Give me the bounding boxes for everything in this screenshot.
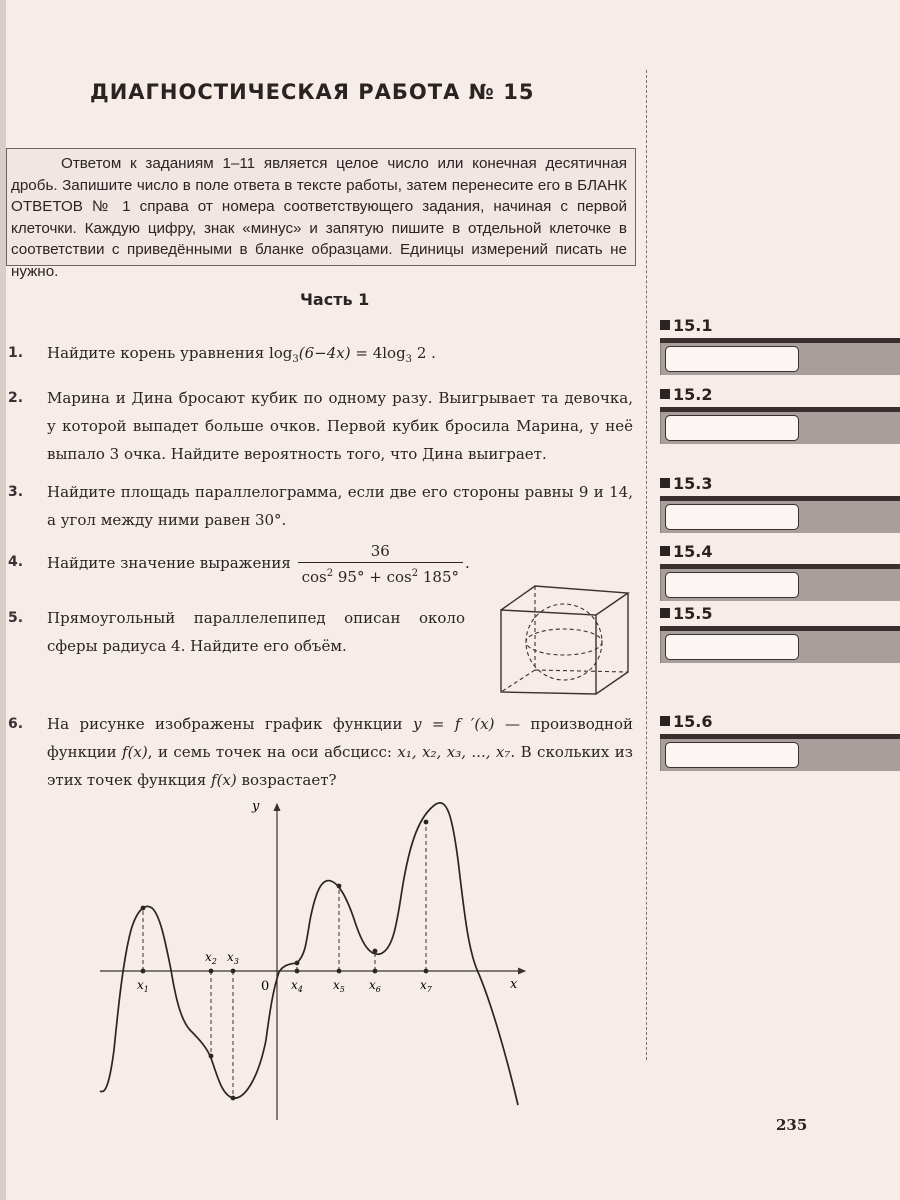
task-number: 5. (8, 610, 24, 626)
square-bullet-icon (660, 389, 670, 399)
answer-label (660, 385, 712, 404)
numerator: 36 (298, 540, 463, 563)
log-fn: log (268, 344, 293, 362)
log-base-2: 3 (405, 354, 413, 365)
point-label-x1: $x_1$ (137, 978, 149, 994)
curve-point-x7 (424, 820, 429, 825)
square-bullet-icon (660, 608, 670, 618)
axis-point-x3 (231, 969, 236, 974)
answer-number: 15.1 (673, 316, 713, 335)
text-c: , и семь точек на оси абсцисс: (147, 743, 392, 761)
exp-b: 2 (411, 568, 419, 579)
square-bullet-icon (660, 546, 670, 556)
angle-b: 185° (418, 568, 459, 586)
text-d: . В скольких из этих точек функция (47, 743, 633, 789)
answer-label (660, 316, 712, 335)
answer-field[interactable] (665, 346, 799, 372)
curve-point-x6 (373, 949, 378, 954)
answer-box-15-4 (660, 542, 900, 612)
task-number: 3. (8, 484, 24, 500)
derivative-curve (100, 803, 518, 1105)
axis-point-x1 (141, 969, 146, 974)
curve-point-x5 (337, 884, 342, 889)
task-text: Прямоугольный параллелепипед описан около сферы радиуса 4. Найдите его объём. (47, 609, 465, 655)
cut-line (646, 70, 647, 1060)
part-title: Часть 1 (300, 290, 370, 309)
origin-label: 0 (261, 979, 270, 994)
task-number: 4. (8, 554, 24, 570)
square-bullet-icon (660, 320, 670, 330)
y-axis-label: y (252, 799, 260, 814)
answer-box-15-5 (660, 604, 900, 674)
answer-number: 15.4 (673, 542, 713, 561)
answer-field[interactable] (665, 742, 799, 768)
points-list: x₁, x₂, x₃, ..., x₇ (397, 743, 511, 761)
task-number: 1. (8, 345, 24, 361)
task-number: 6. (8, 716, 24, 732)
abscissa-points (137, 820, 433, 1101)
curve-point-x1 (141, 906, 146, 911)
answer-label (660, 542, 712, 561)
log-arg: (6−4x) (298, 344, 351, 362)
answer-field[interactable] (665, 415, 799, 441)
x-axis-label: x (510, 977, 518, 992)
answer-box-15-6 (660, 712, 900, 782)
text-a: На рисунке изображены график функции (47, 715, 403, 733)
curve-point-x4 (295, 961, 300, 966)
rhs: 2 . (412, 344, 436, 362)
answer-box-15-1 (660, 316, 900, 386)
answer-number: 15.6 (673, 712, 713, 731)
answer-number: 15.5 (673, 604, 713, 623)
point-label-x5: $x_5$ (333, 978, 345, 994)
instructions-text: Ответом к заданиям 1–11 является целое число или конечная десятичная дробь. Запишите число в поле ответа в тексте работы, затем перенесите его в БЛАНК ОТВЕТОВ № 1 справа от номера соответствующего задания, начиная с первой клеточки. Каждую цифру, знак «минус» и запятую пишите в отдельной клеточке в соответствии с приведёнными в бланке образцами. Единицы измерений писать не нужно. (11, 155, 627, 280)
derivative-expr: y = f ′(x) (412, 715, 495, 733)
answer-label (660, 712, 712, 731)
period: . (465, 554, 470, 572)
square-bullet-icon (660, 478, 670, 488)
log-base: 3 (292, 354, 299, 365)
text-b: — производной функции (47, 715, 633, 761)
cos-a: cos (301, 568, 327, 586)
task-prompt: Найдите значение выражения (47, 554, 291, 572)
point-label-x4: $x_4$ (291, 978, 303, 994)
page-number: 235 (776, 1116, 808, 1134)
answer-number: 15.3 (673, 474, 713, 493)
angle-a: 95° + cos (333, 568, 412, 586)
answer-label (660, 604, 712, 623)
task-text: Марина и Дина бросают кубик по одному разу. Выигрывает та девочка, у которой выпадет больше очков. Первой кубик бросила Марина, у неё выпало 3 очка. Найдите вероятность того, что Дина выиграет. (47, 389, 633, 463)
function-expr-2: f(x) (211, 771, 237, 789)
answer-number: 15.2 (673, 385, 713, 404)
task-prompt: Найдите корень уравнения (47, 344, 265, 362)
text-e: возрастает? (241, 771, 337, 789)
axis-point-x4 (295, 969, 300, 974)
answer-box-15-3 (660, 474, 900, 544)
page-title: ДИАГНОСТИЧЕСКАЯ РАБОТА № 15 (90, 80, 535, 104)
answer-box-15-2 (660, 385, 900, 455)
eq-part: = 4log (350, 344, 406, 362)
axis-point-x7 (424, 969, 429, 974)
answer-field[interactable] (665, 634, 799, 660)
point-label-x6: $x_6$ (369, 978, 381, 994)
answer-label (660, 474, 712, 493)
curve-point-x2 (209, 1054, 214, 1059)
exp-a: 2 (326, 568, 334, 579)
point-label-x3: $x_3$ (227, 950, 239, 966)
answer-field[interactable] (665, 572, 799, 598)
task-number: 2. (8, 390, 24, 406)
answer-field[interactable] (665, 504, 799, 530)
task-text: Найдите площадь параллелограмма, если две его стороны равны 9 и 14, а угол между ними равен 30°. (47, 483, 633, 529)
axis-point-x6 (373, 969, 378, 974)
function-expr: f(x) (122, 743, 148, 761)
square-bullet-icon (660, 716, 670, 726)
axis-point-x2 (209, 969, 214, 974)
axis-point-x5 (337, 969, 342, 974)
curve-point-x3 (231, 1096, 236, 1101)
point-label-x2: $x_2$ (205, 950, 217, 966)
point-label-x7: $x_7$ (420, 978, 432, 994)
